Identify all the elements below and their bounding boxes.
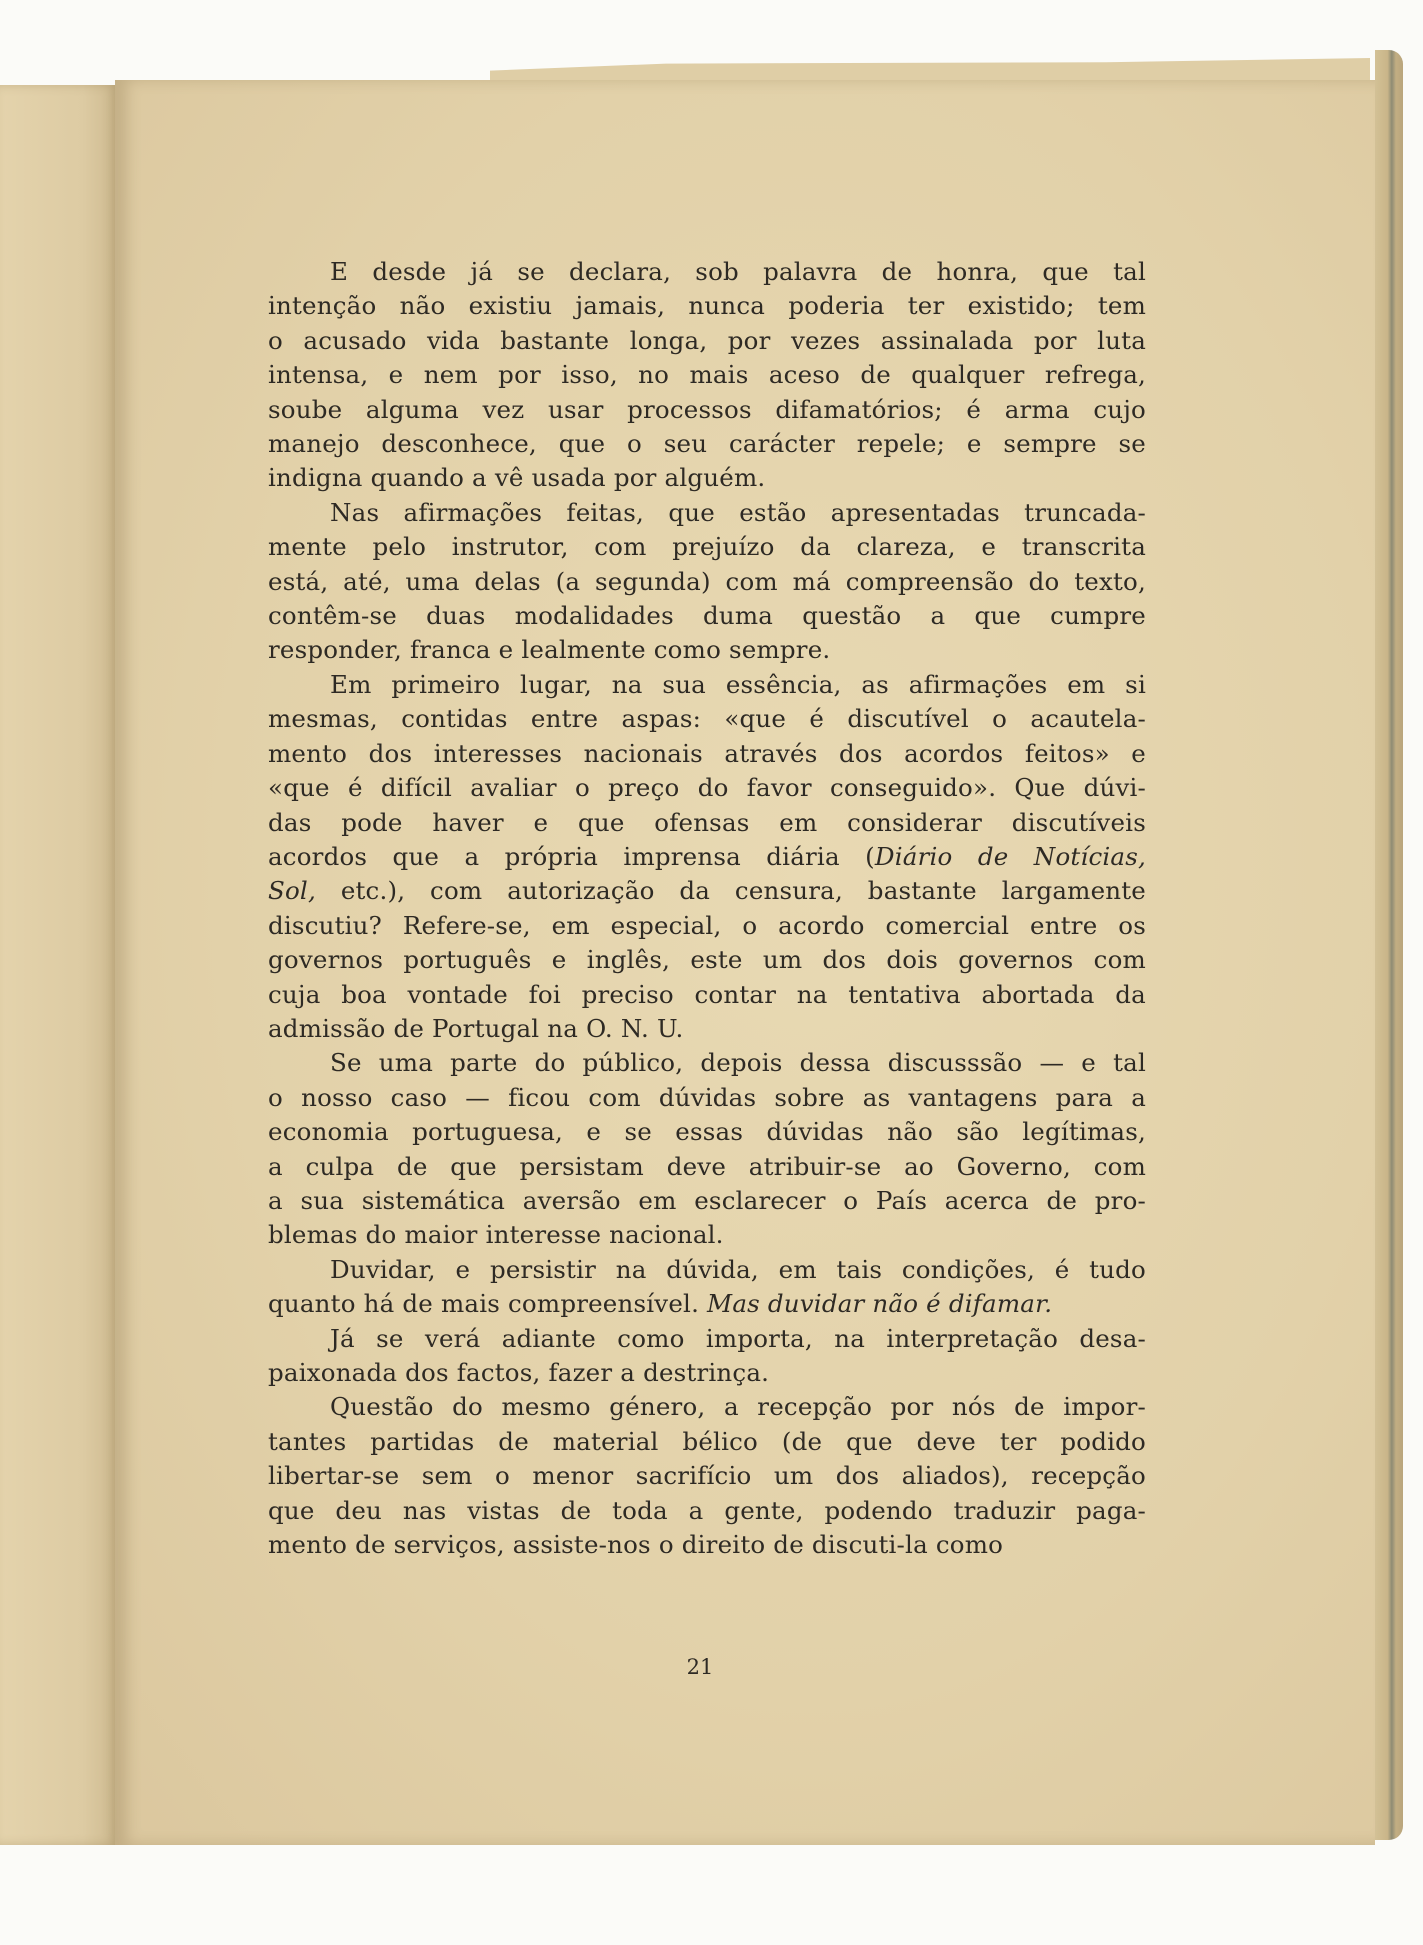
text-line: blemas do maior interesse nacional. [268,1220,724,1250]
text-line: Questão do mesmo género, a recepção por nós de impor- [330,1392,1146,1422]
text-line: acordos que a própria imprensa diária (Diário de Notícias, [268,841,1146,871]
text-line: a sua sistemática aversão em esclarecer o País acerca de pro- [268,1185,1146,1215]
text-line: libertar-se sem o menor sacrifício um dos aliados), recepção [268,1461,1146,1491]
paragraph [268,1046,1146,1252]
left-page-edge [0,85,118,1845]
text-line: E desde já se declara, sob palavra de honra, que tal [330,257,1146,286]
paragraph [268,668,1146,1046]
text-line: Se uma parte do público, depois dessa discusssão — e tal [330,1048,1146,1078]
paragraph [268,496,1146,668]
text-line: Nas afirmações feitas, que estão apresentadas truncada- [330,497,1146,527]
text-line: soube alguma vez usar processos difamatórios; é arma cujo [268,394,1146,424]
text-line: o nosso caso — ficou com dúvidas sobre as vantagens para a [268,1082,1146,1112]
text-line: contêm-se duas modalidades duma questão a que cumpre [268,601,1146,631]
text-line: responder, franca e lealmente como sempre. [268,635,831,665]
text-line: governos português e inglês, este um dos dois governos com [268,945,1146,975]
text-line: admissão de Portugal na O. N. U. [268,1013,684,1043]
text-line: das pode haver e que ofensas em considerar discutíveis [268,807,1146,837]
text-line: está, até, uma delas (a segunda) com má compreensão do texto, [268,566,1146,596]
text-line: discutiu? Refere-se, em especial, o acordo comercial entre os [268,910,1146,940]
text-line: Duvidar, e persistir na dúvida, em tais condições, é tudo [330,1254,1146,1284]
paragraph [268,255,1146,496]
text-line: manejo desconhece, que o seu carácter repele; e sempre se [268,429,1146,459]
text-line: Sol, etc.), com autorização da censura, bastante largamente [268,876,1146,906]
text-line: «que é difícil avaliar o preço do favor conseguido». Que dúvi- [268,773,1146,803]
page-stack-edge [1375,50,1403,1840]
text-line: intensa, e nem por isso, no mais aceso de qualquer refrega, [268,360,1146,390]
text-line: intenção não existiu jamais, nunca poderia ter existido; tem [268,291,1146,321]
text-line: a culpa de que persistam deve atribuir-se ao Governo, com [268,1151,1146,1181]
paragraph [268,1322,1146,1391]
text-line: quanto há de mais compreensível. Mas duvidar não é difamar. [268,1289,1053,1319]
paragraph [268,1390,1146,1562]
page-number: 21 [686,1655,714,1679]
text-line: Em primeiro lugar, na sua essência, as afirmações em si [330,669,1146,699]
text-line: economia portuguesa, e se essas dúvidas não são legítimas, [268,1117,1146,1147]
text-line: mento dos interesses nacionais através dos acordos feitos» e [268,738,1146,768]
text-line: que deu nas vistas de toda a gente, podendo traduzir paga- [268,1495,1146,1525]
paragraph [268,1253,1146,1322]
text-line: tantes partidas de material bélico (de que deve ter podido [268,1426,1146,1456]
text-line: paixonada dos factos, fazer a destrinça. [268,1358,770,1387]
text-line: mente pelo instrutor, com prejuízo da clareza, e transcrita [268,532,1146,562]
text-line: o acusado vida bastante longa, por vezes assinalada por luta [268,325,1146,355]
body-text [268,255,1146,1562]
text-line: Já se verá adiante como importa, na interpretação desa- [330,1323,1146,1353]
text-line: mesmas, contidas entre aspas: «que é discutível o acautela- [268,704,1146,734]
text-line: cuja boa vontade foi preciso contar na tentativa abortada da [268,979,1146,1009]
text-line: mento de serviços, assiste-nos o direito de discuti-la como [268,1530,1004,1560]
text-line: indigna quando a vê usada por alguém. [268,463,766,493]
